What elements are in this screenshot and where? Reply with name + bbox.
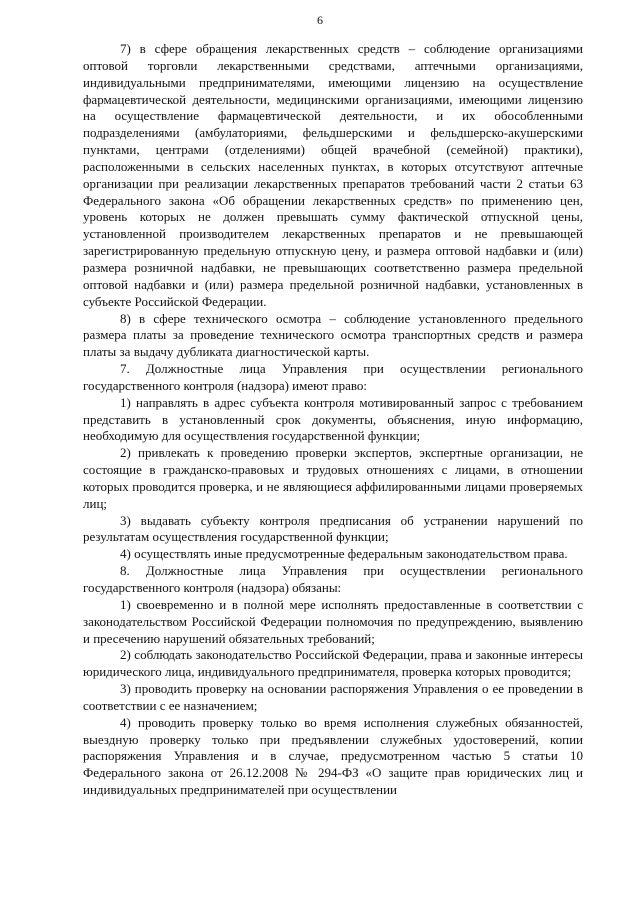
paragraph-right-3: 3) выдавать субъекту контроля предписания об устранении нарушений по результатам осуществления государственной функции;: [83, 512, 583, 545]
paragraph-duty-1: 1) своевременно и в полной мере исполнять предоставленные в соответствии с законодательством Российской Федерации полномочия по предупреждению, выявлению и пресечению нарушений обязательных требований;: [83, 596, 583, 646]
paragraph-item-7-drugs: 7) в сфере обращения лекарственных средств – соблюдение организациями оптовой торговли лекарственными средствами, аптечными организациями, индивидуальными предпринимателями, имеющими лицензию на осуществление фармацевтической деятельности, медицинскими организациями, имеющими лицензию на осуществление фармацевтической деятельности, и их обособленными подразделениями (амбулаториями, фельдшерскими и фельдшерско-акушерскими пунктами, центрами (отделениями) общей врачебной (семейной) практики), расположенными в сельских населенных пунктах, в которых отсутствуют аптечные организации при реализации лекарственных препаратов требований части 2 статьи 63 Федерального закона «Об обращении лекарственных средств» по применению цен, уровень которых не должен превышать сумму фактической отпускной цены, установленной производителем лекарственных препаратов и не превышающей зарегистрированную предельную отпускную цену, и размера оптовой надбавки и (или) размера розничной надбавки, не превышающих соответственно размера предельной оптовой надбавки и (или) размера предельной розничной надбавки, установленных в субъекте Российской Федерации.: [83, 41, 583, 309]
paragraph-right-2: 2) привлекать к проведению проверки экспертов, экспертные организации, не состоящие в гражданско-правовых и трудовых отношениях с лицами, в отношении которых проводится проверка, и не являющиеся аффилированными лицами проверяемых лиц;: [83, 445, 583, 511]
paragraph-section-7-rights: 7. Должностные лица Управления при осуществлении регионального государственного контроля (надзора) имеют право:: [83, 361, 583, 393]
paragraph-right-1: 1) направлять в адрес субъекта контроля мотивированный запрос с требованием представить в установленный срок документы, объяснения, иную информацию, необходимую для осуществления государственной функции;: [83, 394, 583, 444]
page-number: 6: [317, 13, 323, 27]
paragraph-item-8-tech-inspection: 8) в сфере технического осмотра – соблюдение установленного предельного размера платы за проведение технического осмотра транспортных средств и размера платы за выдачу дубликата диагностической карты.: [83, 310, 583, 360]
paragraph-section-8-duties: 8. Должностные лица Управления при осуществлении регионального государственного контроля (надзора) обязаны:: [83, 563, 583, 595]
paragraph-duty-4: 4) проводить проверку только во время исполнения служебных обязанностей, выездную проверку только при предъявлении служебных удостоверений, копии распоряжения Управления и в случае, предусмотренном частью 5 статьи 10 Федерального закона от 26.12.2008 № 294-ФЗ «О защите прав юридических лиц и индивидуальных предпринимателей при осуществлении: [83, 714, 583, 798]
paragraph-duty-3: 3) проводить проверку на основании распоряжения Управления о ее проведении в соответствии с ее назначением;: [83, 681, 583, 713]
paragraph-duty-2: 2) соблюдать законодательство Российской Федерации, права и законные интересы юридического лица, индивидуального предпринимателя, проверка которых проводится;: [83, 647, 583, 680]
paragraph-right-4: 4) осуществлять иные предусмотренные федеральным законодательством права.: [120, 546, 568, 562]
document-body: [83, 41, 583, 799]
